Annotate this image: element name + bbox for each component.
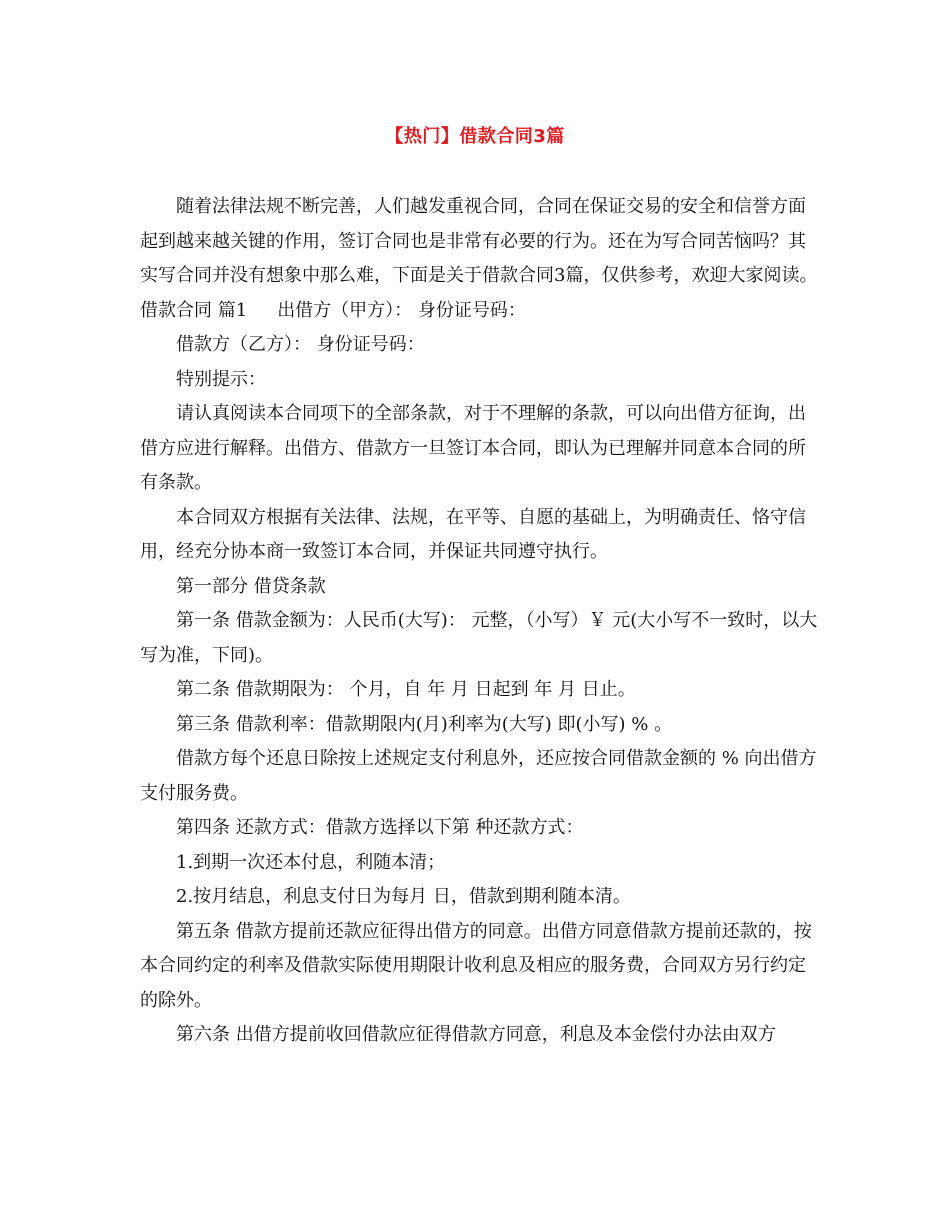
contract-heading-line [140,294,820,329]
document-title: 【热门】借款合同3篇 [385,126,565,147]
part-one-heading: 第一部分 借贷条款 [176,575,326,597]
repayment-option-1: 1.到期一次还本付息，利随本清； [176,851,446,873]
repayment-option-2: 2.按月结息，利息支付日为每月 日，借款到期利随本清。 [176,886,631,907]
notice-paragraph: 请认真阅读本合同项下的全部条款，对于不理解的条款，可以向出借方征询，出借方应进行解释。出借方、借款方一旦签订本合同，即认为已理解并同意本合同的所有条款。 [140,403,806,493]
borrower-party-line: 借款方（乙方）： 身份证号码： [176,334,425,355]
document-body [140,190,820,1053]
special-notice-heading: 特别提示： [176,368,266,390]
lender-party-line: 出借方（甲方）： 身份证号码： [277,299,526,321]
article-5: 第五条 借款方提前还款应征得出借方的同意。出借方同意借款方提前还款的，按本合同约定的利率及借款实际使用期限计收利息及相应的服务费，合同双方另行约定的除外。 [140,920,812,1011]
article-2: 第二条 借款期限为： 个月，自 年 月 日起到 年 月 日止。 [176,679,636,700]
article-6: 第六条 出借方提前收回借款应征得借款方同意，利息及本金偿付办法由双方 [176,1024,776,1045]
intro-paragraph: 随着法律法规不断完善，人们越发重视合同，合同在保证交易的安全和信誉方面起到越来越关键的作用，签订合同也是非常有必要的行为。还在为写合同苦恼吗？其实写合同并没有想象中那么难，下面是关于借款合同3篇，仅供参考，欢迎大家阅读。 [140,196,818,286]
service-fee-paragraph: 借款方每个还息日除按上述规定支付利息外，还应按合同借款金额的 % 向出借方支付服务费。 [140,748,817,804]
contract-section-title: 借款合同 篇1 [140,299,248,321]
article-4: 第四条 还款方式：借款方选择以下第 种还款方式： [176,817,584,838]
article-1: 第一条 借款金额为：人民币(大写)： 元整，（小写）￥ 元(大小写不一致时，以大写为准，下同)。 [140,610,818,666]
agreement-paragraph: 本合同双方根据有关法律、法规，在平等、自愿的基础上，为明确责任、恪守信用，经充分协本商一致签订本合同，并保证共同遵守执行。 [140,506,806,562]
article-3: 第三条 借款利率：借款期限内(月)利率为(大写) 即(小写) % 。 [176,713,673,735]
